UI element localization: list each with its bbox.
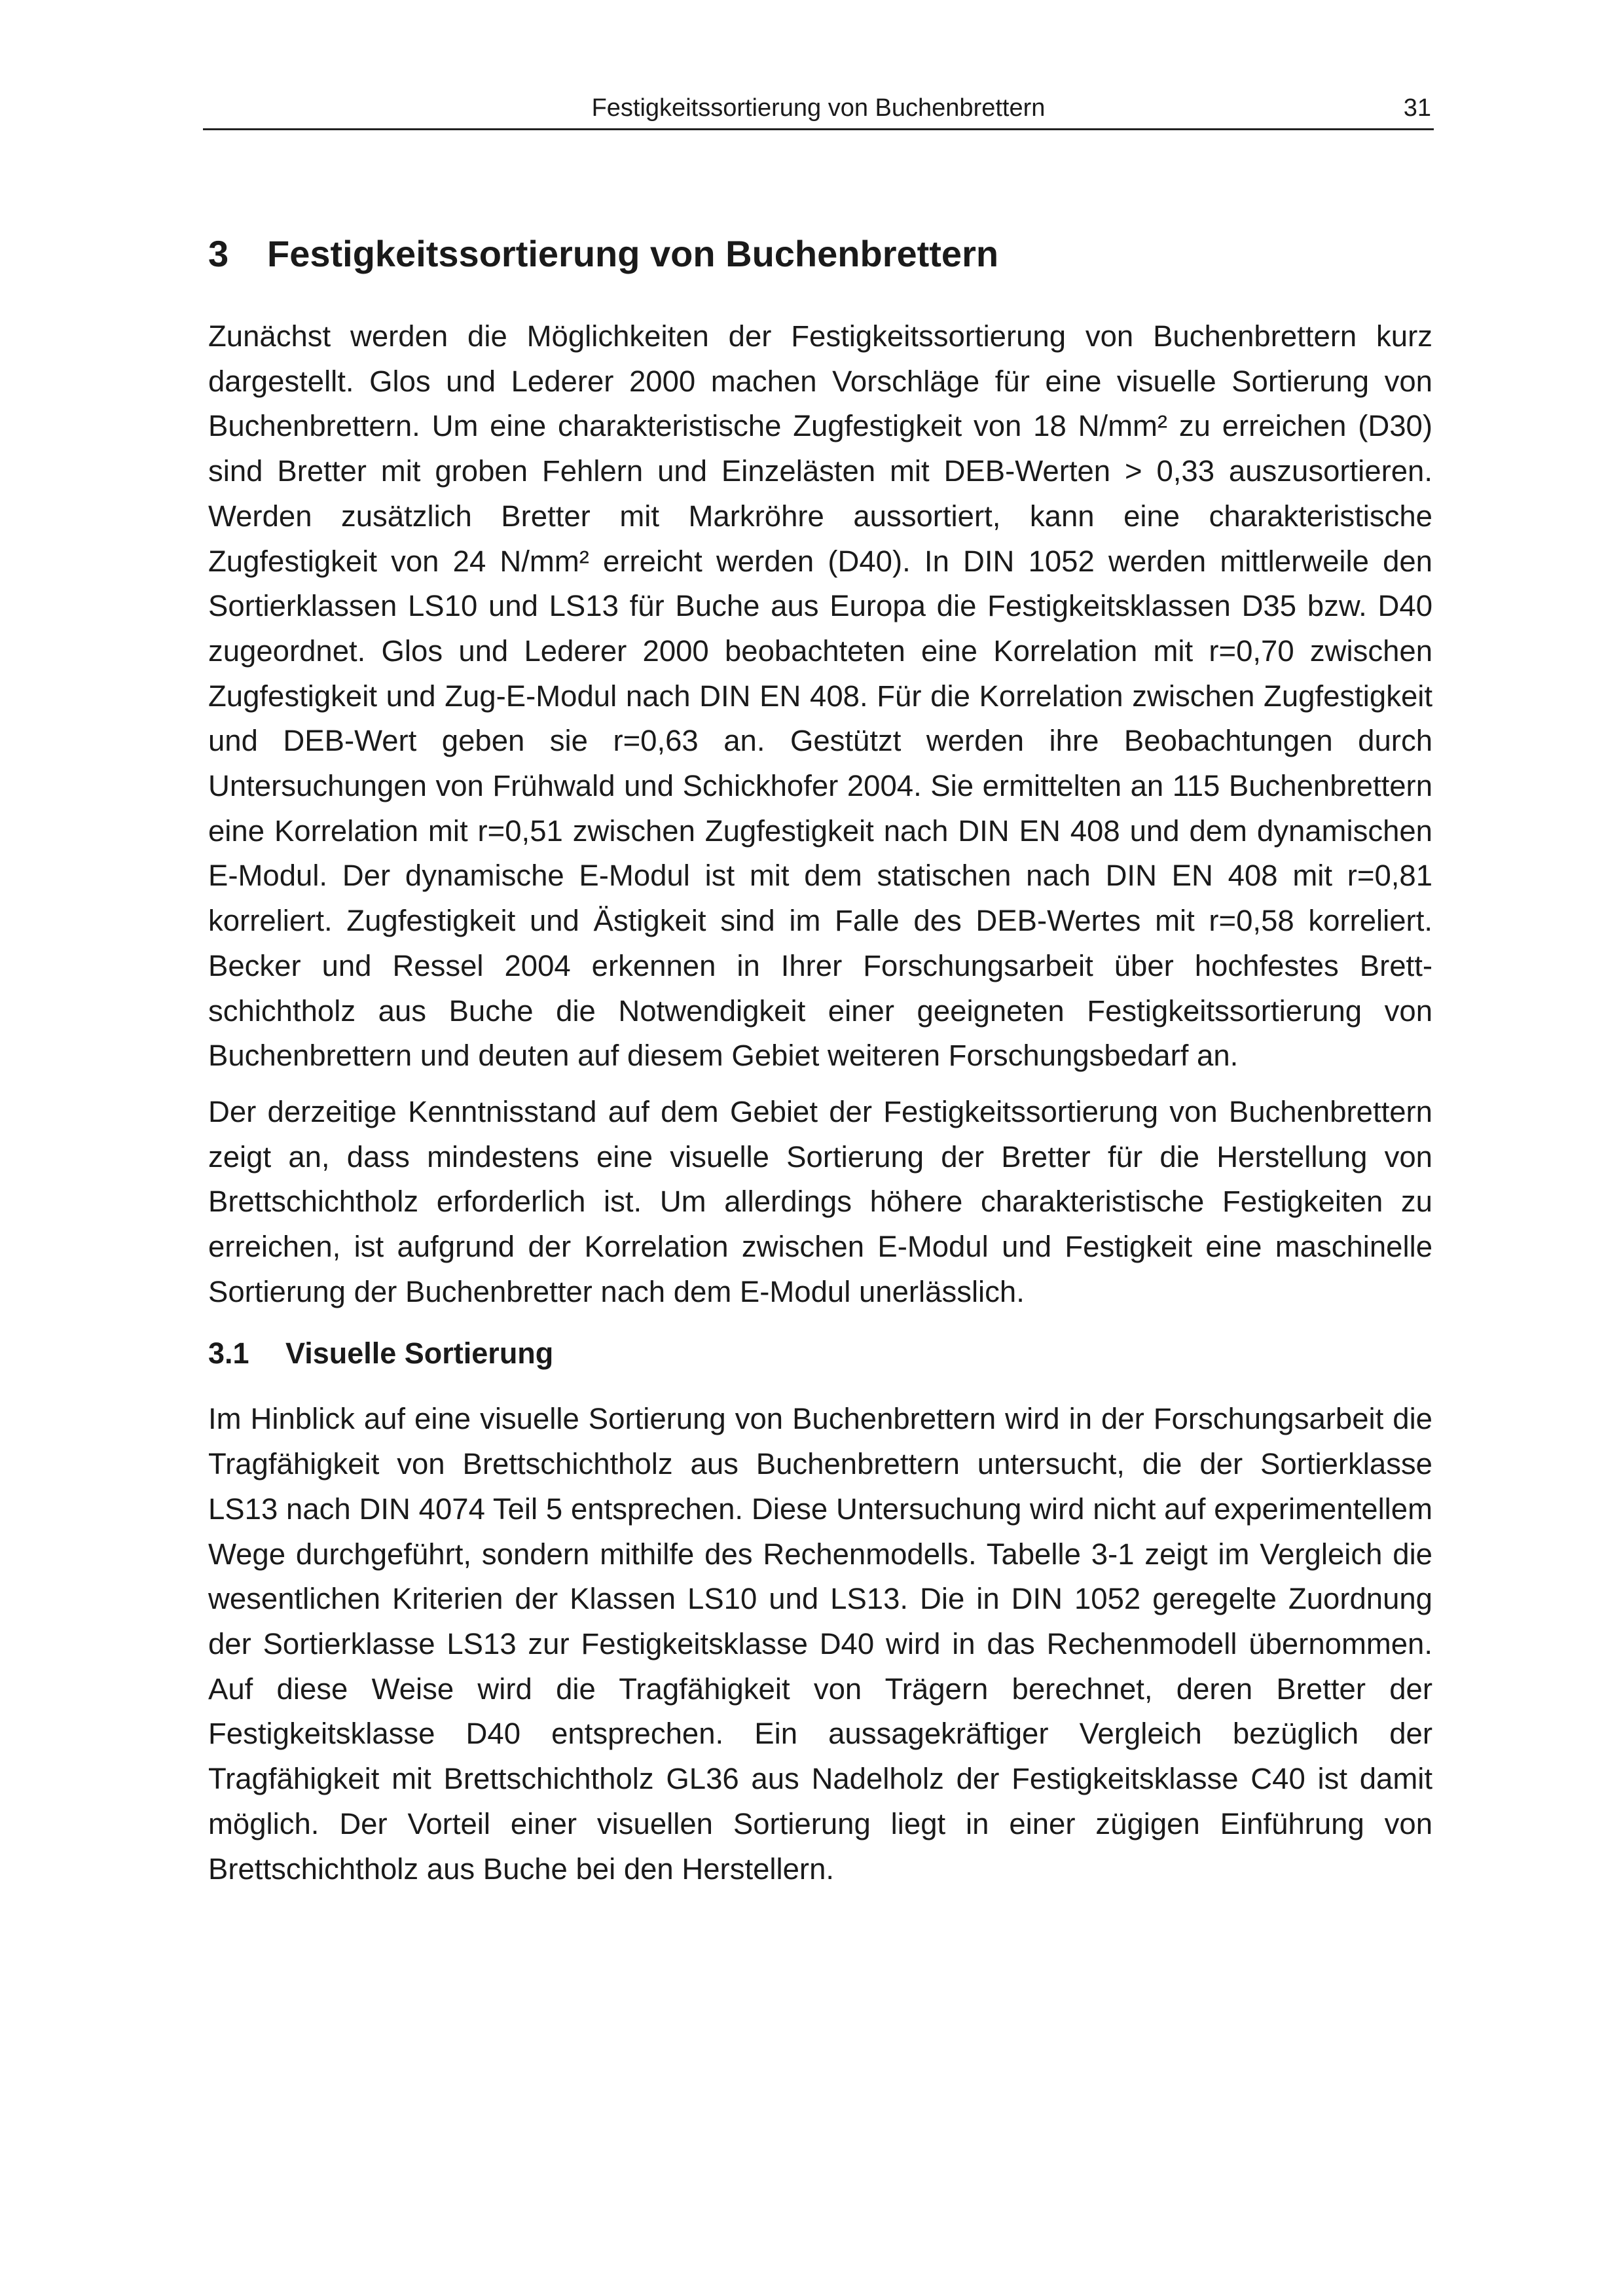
section-heading [208, 232, 1432, 275]
section-number: 3 [208, 233, 229, 274]
subsection-number: 3.1 [208, 1336, 249, 1371]
subsection-title: Visuelle Sortierung [285, 1336, 554, 1371]
body-paragraph: Der derzeitige Kenntnisstand auf dem Gebiet der Festigkeitssortierung von Buchenbrettern zeigt an, dass mindestens eine visuelle Sortierung der Bretter für die Herstellung von Brettschichtholz erforderlich ist. Um allerdings höhere charakteristische Festigkeiten zu erreichen, ist aufgrund der Korrelation zwischen E-Modul und Festigkeit eine maschinelle Sortierung der Buchenbretter nach dem E-Modul unerlässlich. [208, 1094, 1432, 1308]
running-header [203, 92, 1434, 130]
body-paragraph: Im Hinblick auf eine visuelle Sortierung von Buchenbrettern wird in der Forschungsarbeit die Tragfähigkeit von Brettschichtholz aus Buchenbrettern untersucht, die der Sortierklasse LS13 nach DIN 4074 Teil 5 entsprechen. Diese Untersuchung wird nicht auf experimentellem Wege durchgeführt, sondern mithilfe des Rechenmodells. Tabelle 3-1 zeigt im Vergleich die wesentlichen Kriterien der Klassen LS10 und LS13. Die in DIN 1052 geregelte Zuordnung der Sortierklasse LS13 zur Festigkeitsklasse D40 wird in das Rechenmodell übernommen. Auf diese Weise wird die Tragfähigkeit von Trägern berechnet, deren Bretter der Festigkeitsklasse D40 entsprechen. Ein aussagekräftiger Vergleich bezüglich der Tragfähigkeit mit Brettschichtholz GL36 aus Nadelholz der Festigkeitsklasse C40 ist damit möglich. Der Vorteil einer visuellen Sortierung liegt in einer zügigen Einführung von Brettschichtholz aus Buche bei den Herstellern. [208, 1402, 1432, 1886]
page-number: 31 [1403, 94, 1431, 122]
section-title: Festigkeitssortierung von Buchenbrettern [267, 233, 999, 274]
page-body [208, 232, 1432, 1903]
subsection-heading [208, 1336, 1432, 1371]
body-paragraph: Zunächst werden die Möglichkeiten der Festigkeitssortierung von Buchenbrettern kurz dargestellt. Glos und Lederer 2000 machen Vorschläge für eine visuelle Sortierung von Buchenbrettern. Um eine charakteristische Zugfestigkeit von 18 N/mm² zu erreichen (D30) sind Bretter mit groben Fehlern und Einzelästen mit DEB-Werten > 0,33 auszusortieren. Werden zusätzlich Bretter mit Markröhre aussortiert, kann eine charakteristische Zugfestigkeit von 24 N/mm² erreicht werden (D40). In DIN 1052 werden mittlerweile den Sortierklassen LS10 und LS13 für Buche aus Europa die Festigkeitsklassen D35 bzw. D40 zugeordnet. Glos und Lederer 2000 beobachteten eine Korrelation mit r=0,70 zwischen Zugfestigkeit und Zug-E-Modul nach DIN EN 408. Für die Korrelation zwischen Zugfestigkeit und DEB-Wert geben sie r=0,63 an. Gestützt werden ihre Beobachtungen durch Untersuchungen von Frühwald und Schickhofer 2004. Sie ermittelten an 115 Buchenbrettern eine Korrelation mit r=0,51 zwischen Zugfestigkeit nach DIN EN 408 und dem dynamischen E-Modul. Der dynamische E-Modul ist mit dem statischen nach DIN EN 408 mit r=0,81 korreliert. Zugfestigkeit und Ästigkeit sind im Falle des DEB-Wertes mit r=0,58 korreliert. Becker und Ressel 2004 erkennen in Ihrer Forschungsarbeit über hochfestes Brettschichtholz aus Buche die Notwendigkeit einer geeigneten Festigkeitssortierung von Buchenbrettern und deuten auf diesem Gebiet weiteren Forschungsbedarf an. [208, 319, 1432, 1073]
running-header-title: Festigkeitssortierung von Buchenbrettern [591, 94, 1046, 122]
